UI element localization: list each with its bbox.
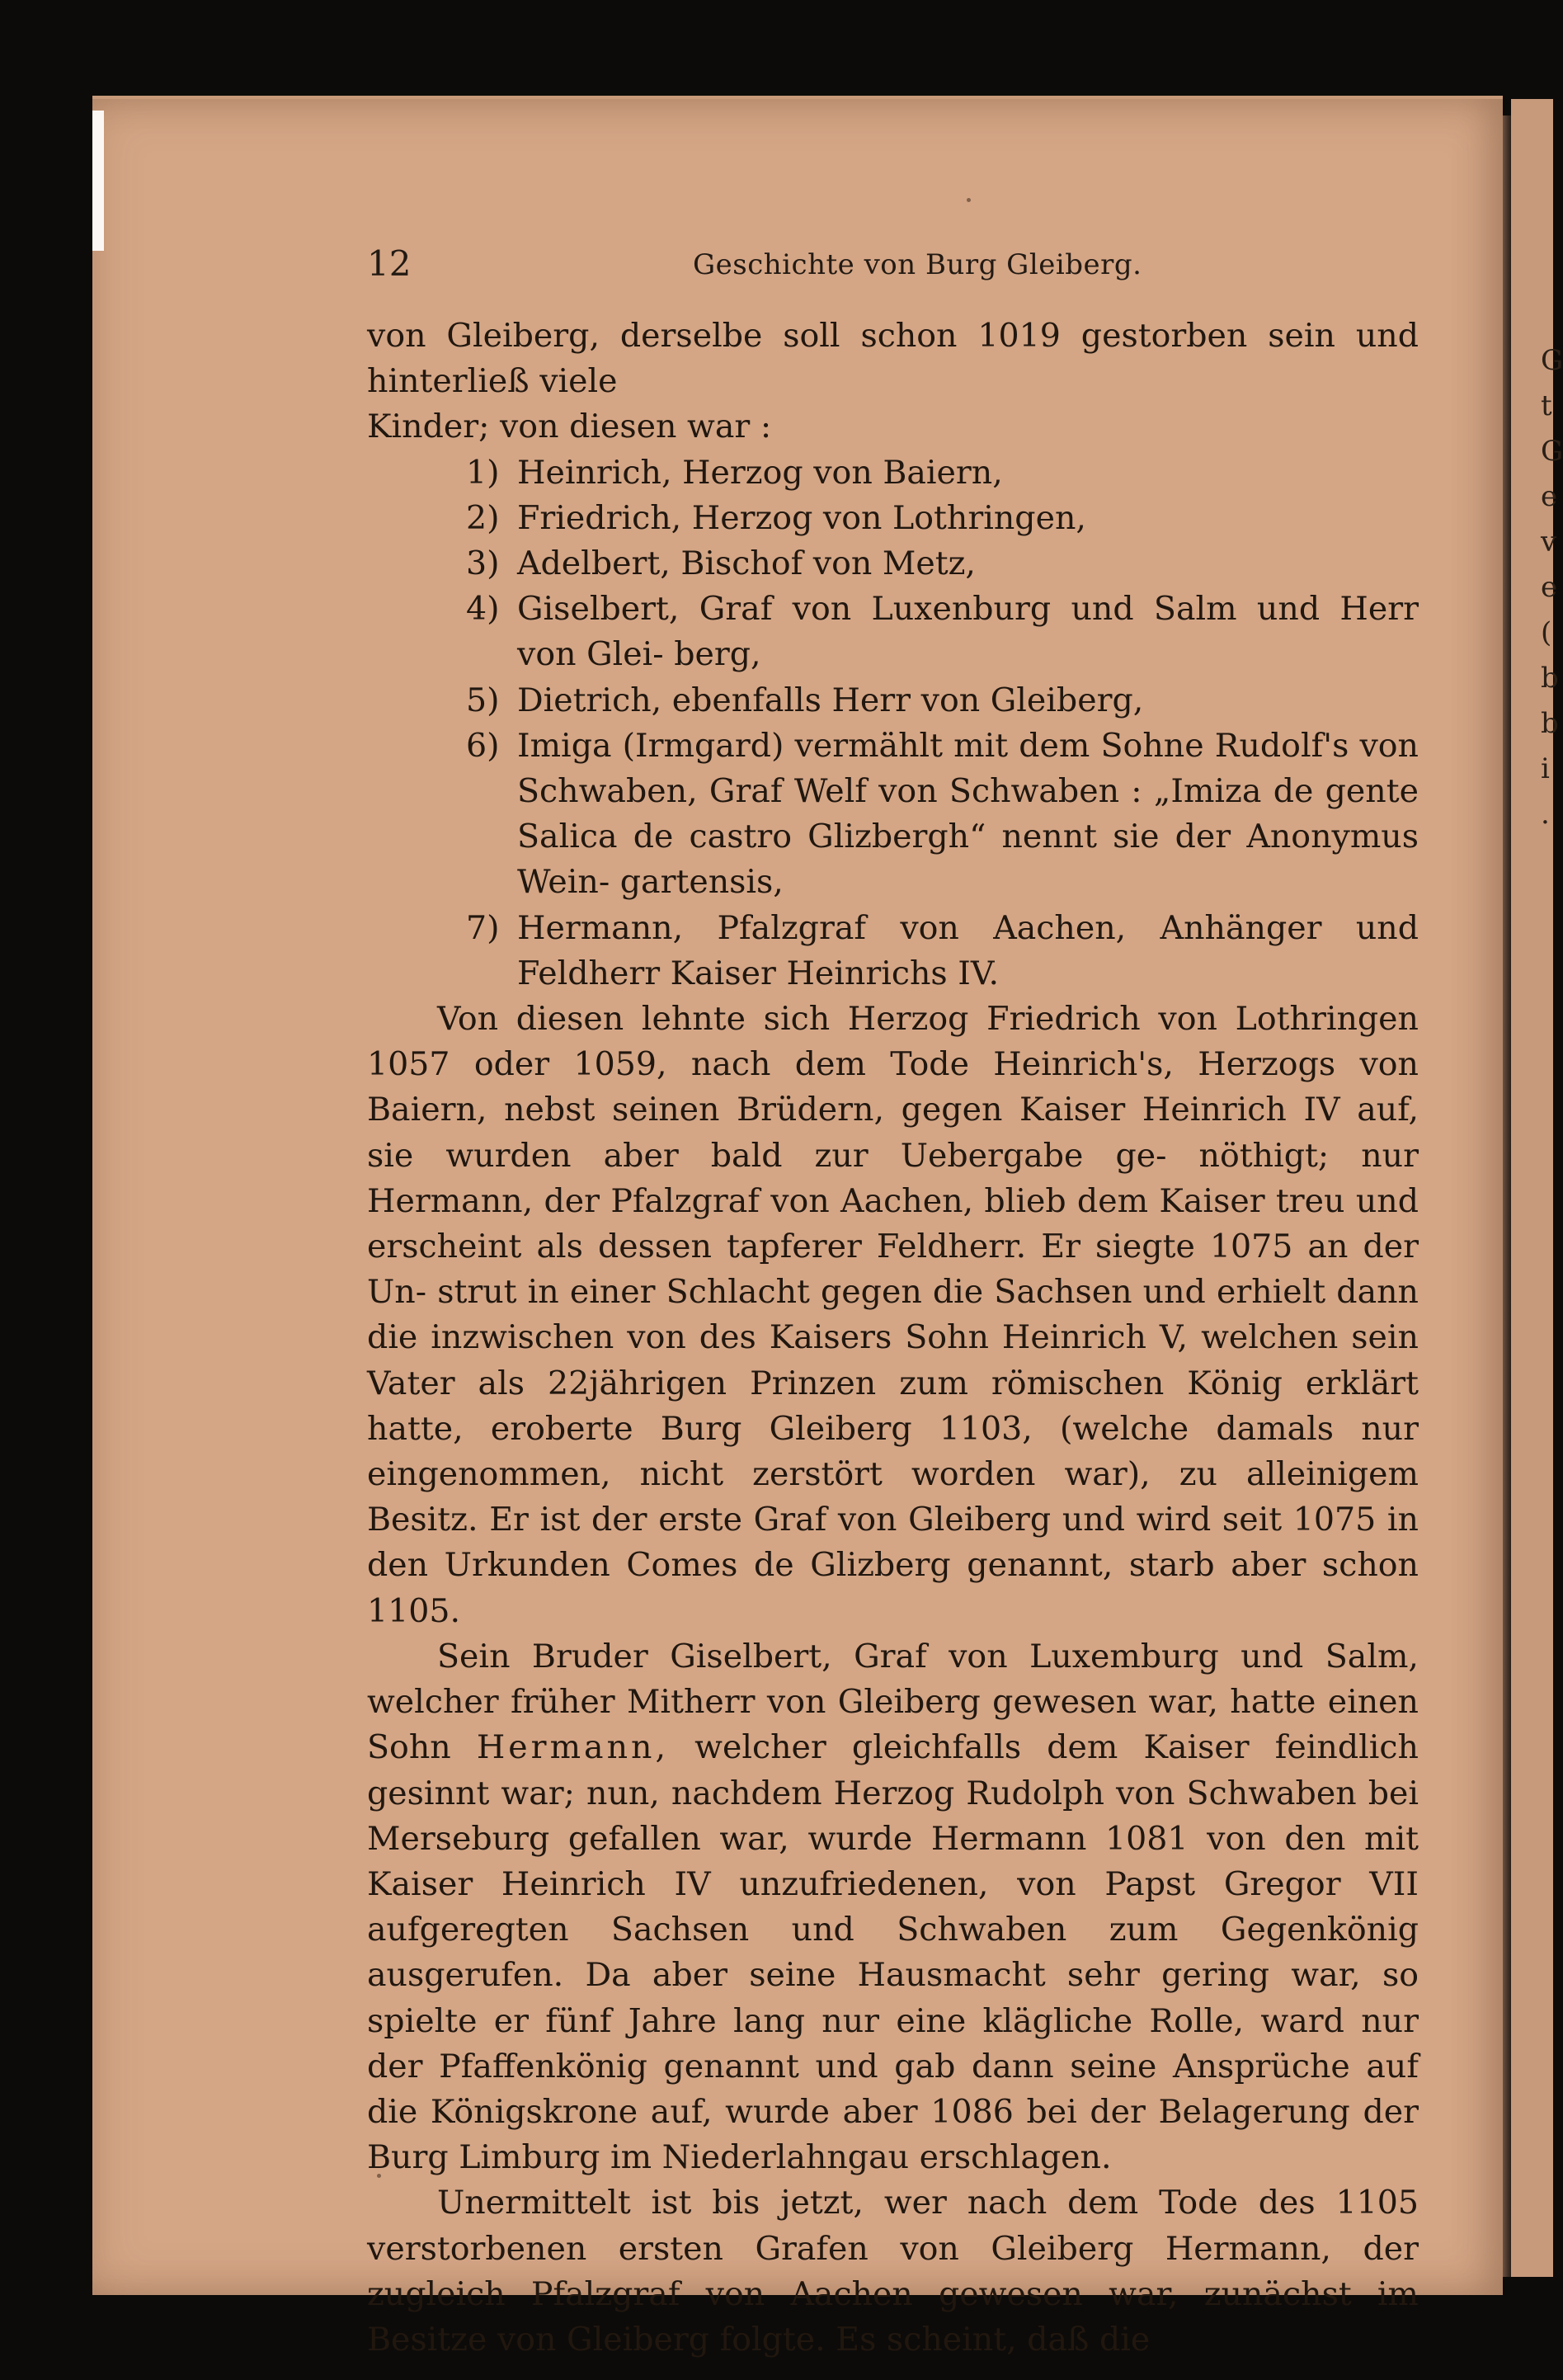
children-list [367,450,1419,997]
book-gutter [1503,115,1511,2277]
list-item [367,678,1419,723]
list-item-text: Imiga (Irmgard) vermählt mit dem Sohne Rudolf's von Schwaben, Graf Welf von Schwaben : „Imiza de gente Salica de castro Glizbergh“ nennt sie der Anonymus Wein- gartensis, [517,726,1419,902]
adjacent-page-letter: ( [1541,616,1552,649]
list-item-text: Giselbert, Graf von Luxenburg und Salm und Herr von Glei- berg, [517,590,1419,674]
paragraph-text: welcher gleichfalls dem Kaiser feindlich gesinnt war; nun, nachdem Herzog Rudolph von Schwaben bei Merseburg gefallen war, wurde Hermann 1081 von den mit Kaiser Heinrich IV unzufriedenen, von Papst Gregor VII aufgeregten Sachsen und Schwaben zum Gegenkönig ausgerufen. Da aber seine Hausmacht sehr gering war, so spielte er fünf Jahre lang nur eine klägliche Rolle, ward nur der Pfaffenkönig genannt und gab dann seine Ansprüche auf die Königskrone auf, wurde aber 1086 bei der Belagerung der Burg Limburg im Niederlahngau erschlagen. [367,1728,1419,2177]
adjacent-page-letter: b [1541,662,1559,695]
body-paragraph: Von diesen lehnte sich Herzog Friedrich von Lothringen 1057 oder 1059, nach dem Tode Heinrich's, Herzogs von Baiern, nebst seinen Brüdern, gegen Kaiser Heinrich IV auf, sie wurden aber bald zur Uebergabe ge- nöthigt; nur Hermann, der Pfalzgraf von Aachen, blieb dem Kaiser treu und erscheint als dessen tapferer Feldherr. Er siegte 1075 an der Un- strut in einer Schlacht gegen die Sachsen und erhielt dann die inzwischen von des Kaisers Sohn Heinrich V, welchen sein Vater als 22jährigen Prinzen zum römischen König erklärt hatte, eroberte Burg Gleiberg 1103, (welche damals nur eingenommen, nicht zerstört worden war), zu alleinigem Besitz. Er ist der erste Graf von Gleiberg und wird seit 1075 in den Urkunden Comes de Glizberg genannt, starb aber schon 1105. [367,1000,1419,1630]
list-item [367,496,1419,541]
adjacent-page-letter: G [1541,435,1563,468]
page-number: 12 [367,243,412,284]
adjacent-page-letter: t [1541,389,1552,422]
list-item [367,723,1419,906]
adjacent-page-edge [1511,99,1563,2277]
list-item-number: 4) [466,590,500,629]
list-item-number: 5) [466,681,500,719]
list-item-text: Hermann, Pfalzgraf von Aachen, Anhänger und Feldherr Kaiser Heinrichs IV. [517,908,1419,992]
list-item-number: 2) [466,498,500,537]
adjacent-page-letter: i [1541,752,1550,785]
intro-line: Kinder; von diesen war : [367,408,772,446]
adjacent-page-letter: . [1541,798,1550,831]
list-item-text: Friedrich, Herzog von Lothringen, [517,498,1086,537]
list-item-number: 7) [466,908,500,947]
list-item [367,906,1419,997]
body-paragraph [367,1634,1419,2180]
list-item-text: Dietrich, ebenfalls Herr von Gleiberg, [517,681,1144,719]
adjacent-page-letter: G [1541,344,1563,377]
paragraph-text: Sein Bruder Giselbert, Graf von Luxemburg und Salm, welcher früher Mitherr von Gleiberg gewesen war, hatte einen Sohn [367,1637,1419,1767]
page-body [367,313,1419,2363]
list-item-number: 1) [466,453,500,492]
list-item-text: Heinrich, Herzog von Baiern, [517,453,1003,492]
list-item-number: 3) [466,544,500,583]
list-item [367,587,1419,677]
list-item-number: 6) [466,726,500,765]
list-item-text: Adelbert, Bischof von Metz, [517,544,976,583]
adjacent-page-letter: v [1541,525,1557,558]
adjacent-page-letter: e [1541,571,1558,604]
adjacent-page-letter: e [1541,480,1558,513]
emphasized-name: Hermann, [476,1728,670,1767]
page-header [367,243,1419,284]
intro-line: von Gleiberg, derselbe soll schon 1019 gestorben sein und hinterließ viele [367,317,1419,401]
running-title: Geschichte von Burg Gleiberg. [693,248,1142,281]
list-item [367,541,1419,587]
list-item [367,450,1419,496]
adjacent-page-letter: b [1541,707,1559,740]
body-paragraph: Unermittelt ist bis jetzt, wer nach dem Tode des 1105 verstorbenen ersten Grafen von Gleiberg Hermann, der zugleich Pfalzgraf von Aachen gewesen war, zunächst im Besitze von Gleiberg folgte. Es scheint, daß die [367,2184,1419,2359]
paper-speck [967,198,971,202]
